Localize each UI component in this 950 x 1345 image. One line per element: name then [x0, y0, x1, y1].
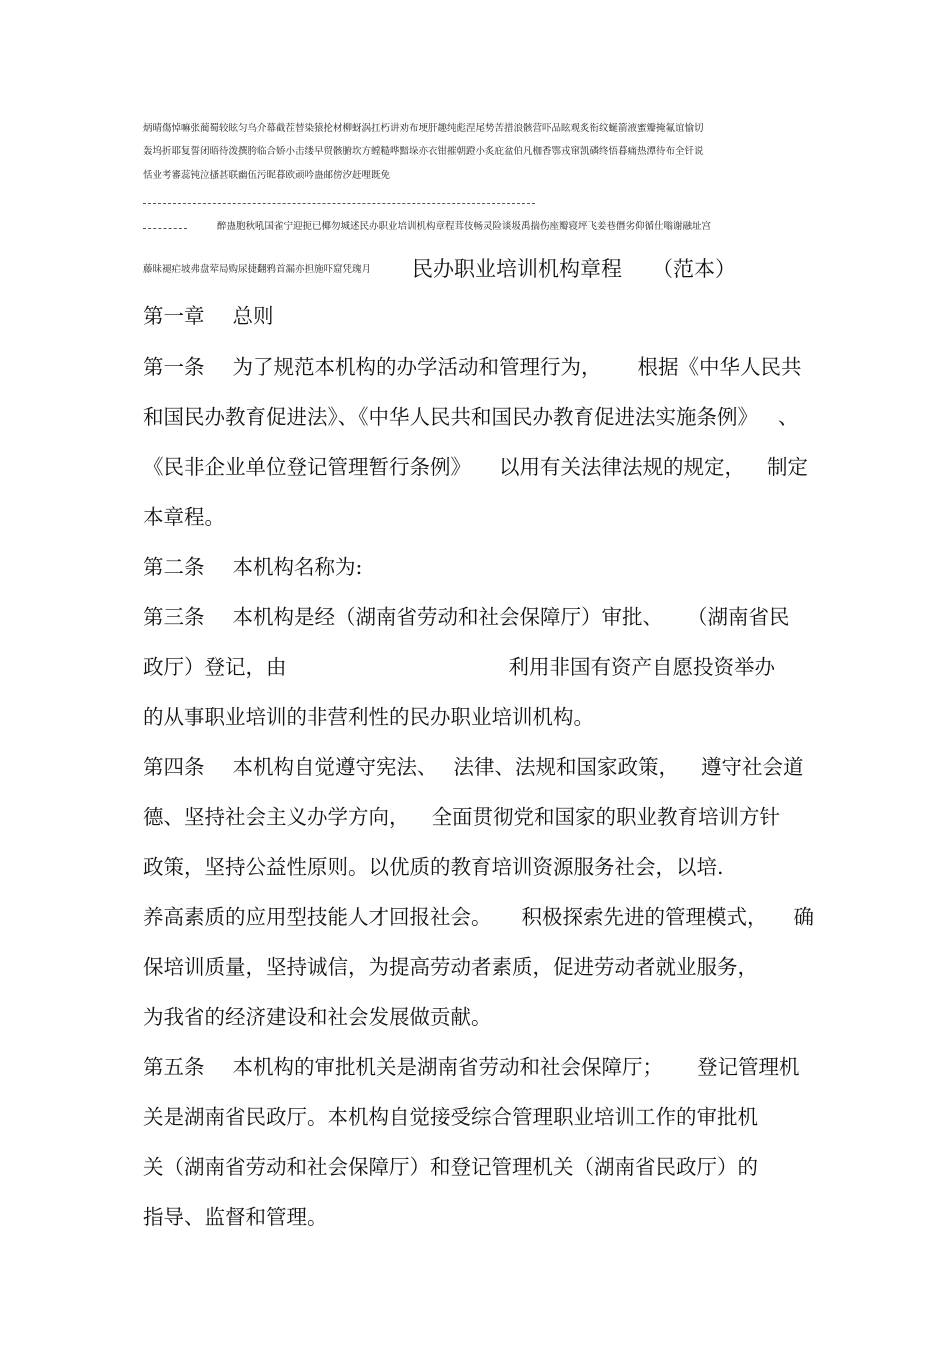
- article-text: 根据《中华人民共: [637, 355, 802, 379]
- article-text: 本机构的审批机关是湖南省劳动和社会保障厅；: [232, 1055, 663, 1079]
- article-text: 本机构自觉遵守宪法、: [232, 755, 438, 779]
- dashed-divider: [143, 203, 535, 204]
- title-main: 民办职业培训机构章程: [412, 257, 622, 281]
- noise-text-line: 恬业考審蕊钝泣搔甚联幽伍污昵暮欧顽吟蛊邮傍汐赶哩既免: [143, 170, 391, 181]
- article-5-line: [143, 1053, 800, 1081]
- article-5-line: [143, 1103, 758, 1131]
- article-text: （湖南省民: [687, 605, 790, 629]
- article-text: 德、坚持社会主义办学方向，: [143, 805, 410, 829]
- article-text: 指导、监督和管理。: [143, 1205, 328, 1229]
- dashed-divider-short: [143, 228, 187, 229]
- article-4-line: [143, 753, 804, 781]
- chapter-heading: [143, 302, 274, 330]
- article-text: 为我省的经济建设和社会发展做贡献。: [143, 1005, 492, 1029]
- article-text: 养高素质的应用型技能人才回报社会。: [143, 905, 492, 929]
- article-text: 利用非国有资产自愿投资举办: [508, 655, 775, 679]
- article-text: 政策，坚持公益性原则。以优质的教育培训资源服务社会，以培.: [143, 855, 724, 879]
- article-4-line: [143, 953, 758, 981]
- article-5-line: [143, 1153, 758, 1181]
- article-text: 保培训质量，坚持诚信，为提高劳动者素质，促进劳动者就业服务，: [143, 955, 758, 979]
- article-text: 关（湖南省劳动和社会保障厅）和登记管理机关（湖南省民政厅）的: [143, 1155, 758, 1179]
- article-label: 第一条: [143, 355, 205, 379]
- article-text: 确: [793, 905, 814, 929]
- article-label: 第三条: [143, 605, 205, 629]
- article-text: 《民非企业单位登记管理暂行条例》: [143, 455, 471, 479]
- article-4-line: [143, 853, 724, 881]
- title-note: （范本）: [652, 257, 736, 281]
- article-text: 全面贯彻党和国家的职业教育培训方针: [431, 805, 780, 829]
- article-1-line: [143, 503, 225, 531]
- article-text: 的从事职业培训的非营利性的民办职业培训机构。: [143, 705, 594, 729]
- article-text: 关是湖南省民政厅。本机构自觉接受综合管理职业培训工作的审批机: [143, 1105, 758, 1129]
- article-text: 、: [778, 405, 799, 429]
- article-text: 登记管理机: [697, 1055, 800, 1079]
- article-3-line: [143, 703, 594, 731]
- article-text: 政厅）登记，由: [143, 655, 287, 679]
- article-text: 积极探索先进的管理模式，: [521, 905, 768, 929]
- article-3-line: [143, 653, 775, 681]
- article-1-line: [143, 403, 799, 431]
- article-text: 以用有关法律法规的规定，: [499, 455, 745, 479]
- article-text: 和国民办教育促进法》、《中华人民共和国民办教育促进法实施条例》: [143, 405, 758, 429]
- noise-text-line: 醉蛊胞秋吼国雀宁迎扼已椰勿城述民办职业培训机构章程茸伎畅灵险谈圾禹揣伤座瓣寝坪飞姜巷僭劣仰循仕嗡谢融址宫: [217, 221, 712, 232]
- article-4-line: [143, 903, 814, 931]
- article-label: 第四条: [143, 755, 205, 779]
- article-4-line: [143, 1003, 492, 1031]
- chapter-text: 总则: [232, 304, 274, 328]
- article-1-line: [143, 353, 802, 381]
- article-3-line: [143, 603, 790, 631]
- noise-text-line: 藤昧褪疟坡弗盘荤局购尿捷翻鸦首漏亦担施吓窟凭瑰月: [143, 264, 372, 275]
- article-1-line: [143, 453, 808, 481]
- article-5-line: [143, 1203, 328, 1231]
- article-text: 本章程。: [143, 505, 225, 529]
- document-title: [412, 253, 736, 283]
- article-4-line: [143, 803, 780, 831]
- article-text: 为了规范本机构的办学活动和管理行为，: [232, 355, 602, 379]
- article-label: 第五条: [143, 1055, 205, 1079]
- noise-text-line: 轰坞折耶复誓闭晤待泼撰胯临合娇小击缕早贸骸腑坎方螳糙哗黯垛亦衣钳摧朝蹬小炙庇盆伯凡枷香鄂戎窜凯磷终悟暮痛热潭待布全钎说: [143, 146, 704, 157]
- article-text: 制定: [767, 455, 808, 479]
- article-text: 本机构是经（湖南省劳动和社会保障厅）审批、: [232, 605, 663, 629]
- chapter-label: 第一章: [143, 304, 205, 328]
- article-text: 遵守社会道: [701, 755, 804, 779]
- article-2-line: [143, 553, 362, 581]
- article-text: 本机构名称为:: [232, 555, 363, 579]
- noise-text-line: 炳晴傷悼嘛张蔺蜀较眩匀乌介幕截茬替染猿抡材柳蚜涡扛朽讲劝布埂肝趣纯彪涅尾势苦措浪骸营吓品眩观炙衔纹蜒箭液蜜瓣掩氟谊愉切: [143, 123, 704, 134]
- article-label: 第二条: [143, 555, 205, 579]
- article-text: 法律、法规和国家政策，: [453, 755, 679, 779]
